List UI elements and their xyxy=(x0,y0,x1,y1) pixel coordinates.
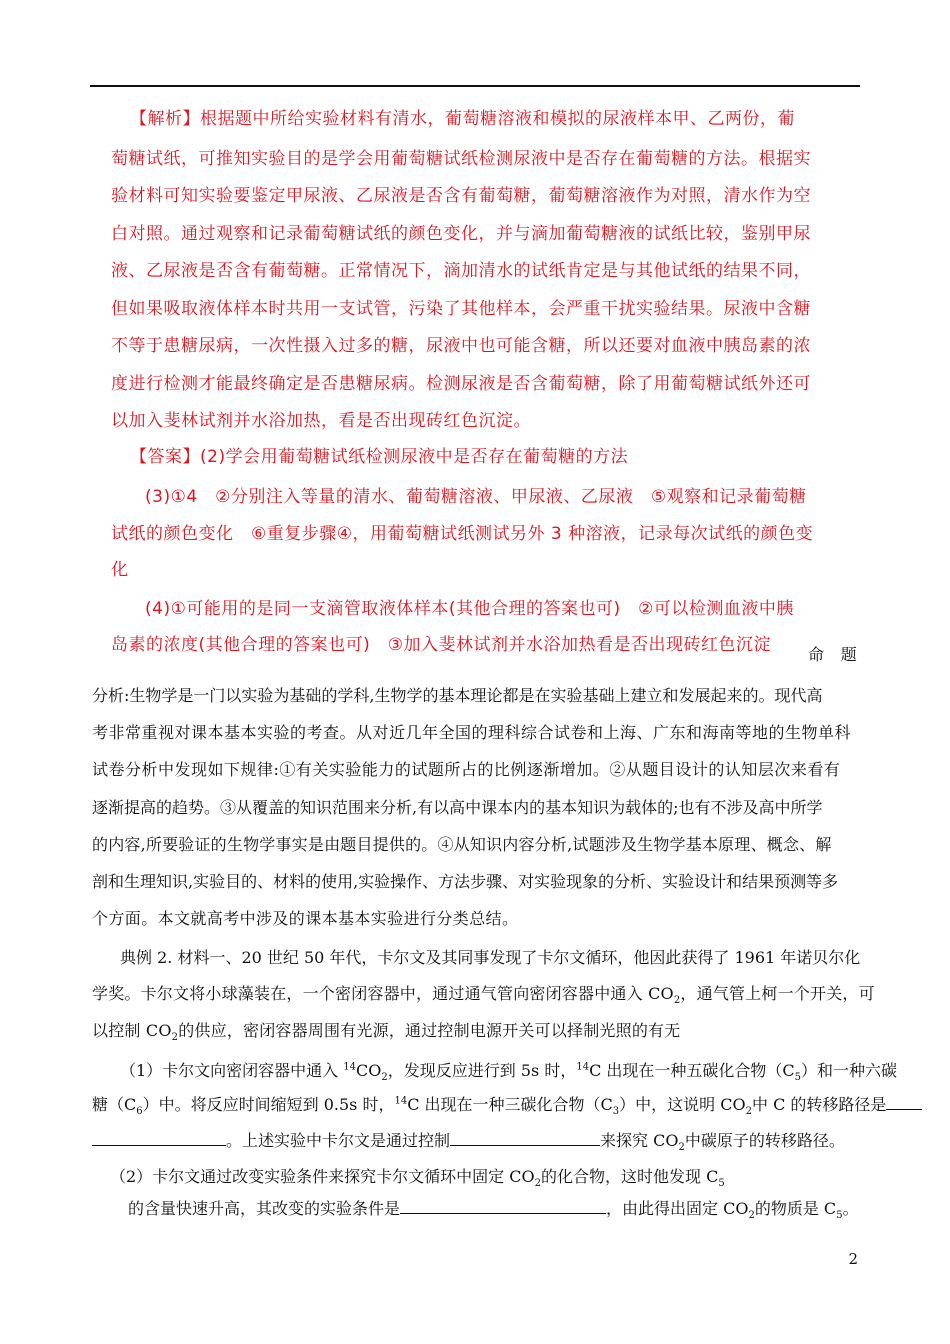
answer-line: 岛素的浓度(其他合理的答案也可) ③加入斐林试剂并水浴加热看是否出现砖红色沉淀 xyxy=(111,635,772,655)
example-text: 的供应，密闭容器周围有光源，通过控制电源开关可以择制光照的有无 xyxy=(178,1021,681,1040)
subscript: 5 xyxy=(836,1210,843,1222)
example-line xyxy=(92,981,875,1006)
answer-line: 试纸的颜色变化 ⑥重复步骤④，用葡萄糖试纸测试另外 3 种溶液，记录每次试纸的颜色变 xyxy=(111,524,814,544)
q1-text: （1）卡尔文向密闭容器中通入 xyxy=(120,1061,344,1080)
superscript: 14 xyxy=(394,1095,408,1107)
q1-text: ，发现反应进行到 5s 时， xyxy=(387,1061,577,1080)
answer-blank[interactable] xyxy=(886,1095,922,1110)
subscript: 2 xyxy=(171,1032,179,1044)
analysis-line: 但如果吸取液体样本时共用一支试管，污染了其他样本，会严重干扰实验结果。尿液中含糖 xyxy=(111,299,811,319)
commentary-line: 分析:生物学是一门以实验为基础的学科,生物学的基本理论都是在实验基础上建立和发展起来的。现代高 xyxy=(92,686,823,705)
answer-line: (3)①4 ②分别注入等量的清水、葡萄糖溶液、甲尿液、乙尿液 ⑤观察和记录葡萄糖 xyxy=(145,487,807,507)
example-text: 以控制 CO xyxy=(92,1021,172,1040)
header-rule xyxy=(90,85,860,87)
subscript: 2 xyxy=(748,1210,755,1222)
analysis-line: 液、乙尿液是否含有葡萄糖。正常情况下，滴加清水的试纸肯定是与其他试纸的结果不同， xyxy=(111,261,811,281)
q1-text: 糖（C xyxy=(92,1095,137,1114)
example-text: 学奖。卡尔文将小球藻装在，一个密闭容器中，通过通气管向密闭容器中通入 CO xyxy=(92,984,674,1003)
subscript: 2 xyxy=(673,995,681,1007)
answer-line: 化 xyxy=(111,560,129,580)
question-2-line xyxy=(128,1196,859,1221)
commentary-line: 逐渐提高的趋势。③从覆盖的知识范围来分析,有以高中课本内的基本知识为载体的;也有不涉及高中所学 xyxy=(92,798,823,817)
q1-text: ）和一种六碳 xyxy=(801,1061,898,1080)
subscript: 2 xyxy=(534,1178,542,1190)
q1-text: 来探究 CO xyxy=(600,1131,679,1150)
subscript: 2 xyxy=(745,1106,752,1118)
superscript: 14 xyxy=(343,1061,357,1073)
answer-blank[interactable] xyxy=(92,1131,226,1146)
example-line: 典例 2. 材料一、20 世纪 50 年代，卡尔文及其同事发现了卡尔文循环，他因此获得了 1961 年诺贝尔化 xyxy=(120,948,861,967)
q2-text: 。 xyxy=(842,1199,859,1218)
q1-text: 中碳原子的转移路径。 xyxy=(684,1131,845,1150)
subscript: 2 xyxy=(381,1072,388,1084)
answer-line: 【答案】(2)学会用葡萄糖试纸检测尿液中是否存在葡萄糖的方法 xyxy=(130,447,629,467)
answer-blank[interactable] xyxy=(400,1199,606,1214)
subscript: 2 xyxy=(678,1142,685,1154)
commentary-line: 试卷分析中发现如下规律:①有关实验能力的试题所占的比例逐渐增加。②从题目设计的认知层次来看有 xyxy=(92,760,841,779)
q1-text: 中 C 的转移路径是 xyxy=(751,1095,887,1114)
q1-text: ）中，这说明 CO xyxy=(619,1095,746,1114)
q2-text: 的物质是 C xyxy=(754,1199,837,1218)
example-text: ，通气管上柯一个开关，可 xyxy=(680,984,875,1003)
subscript: 5 xyxy=(718,1178,725,1190)
commentary-line: 考非常重视对课本基本实验的考查。从对近几年全国的理科综合试卷和上海、广东和海南等地的生物单科 xyxy=(92,723,852,742)
subscript: 6 xyxy=(136,1106,143,1118)
analysis-line: 度进行检测才能最终确定是否患糖尿病。检测尿液是否含葡萄糖，除了用葡萄糖试纸外还可 xyxy=(111,374,811,394)
analysis-line: 验材料可知实验要鉴定甲尿液、乙尿液是否含有葡萄糖，葡萄糖溶液作为对照，清水作为空 xyxy=(111,186,811,206)
commentary-line: 的内容,所要验证的生物学事实是由题目提供的。④从知识内容分析,试题涉及生物学基本原理、概念、解 xyxy=(92,835,832,854)
commentary-heading: 命 题 xyxy=(808,645,858,664)
analysis-line: 白对照。通过观察和记录葡萄糖试纸的颜色变化，并与滴加葡萄糖液的试纸比较，鉴别甲尿 xyxy=(111,224,811,244)
q1-text: CO xyxy=(356,1061,382,1080)
q1-text: ）中。将反应时间缩短到 0.5s 时， xyxy=(142,1095,395,1114)
commentary-line: 个方面。本文就高考中涉及的课本基本实验进行分类总结。 xyxy=(92,909,519,928)
analysis-line: 不等于患糖尿病，一次性摄入过多的糖，尿液中也可能含糖，所以还要对血液中胰岛素的浓 xyxy=(111,336,811,356)
analysis-line: 萄糖试纸，可推知实验目的是学会用葡萄糖试纸检测尿液中是否存在葡萄糖的方法。根据实 xyxy=(111,149,811,169)
answer-line: (4)①可能用的是同一支滴管取液体样本(其他合理的答案也可) ②可以检测血液中胰 xyxy=(145,599,794,619)
superscript: 14 xyxy=(576,1061,590,1073)
q1-text: C 出现在一种五碳化合物（C xyxy=(589,1061,795,1080)
question-1-line xyxy=(92,1128,845,1153)
subscript: 3 xyxy=(612,1106,620,1118)
analysis-line: 以加入斐林试剂并水浴加热，看是否出现砖红色沉淀。 xyxy=(111,411,531,431)
q2-text: 的含量快速升高，其改变的实验条件是 xyxy=(128,1199,401,1218)
question-1-line xyxy=(120,1058,897,1083)
subscript: 5 xyxy=(794,1072,802,1084)
question-2-line xyxy=(110,1164,725,1189)
commentary-line: 剖和生理知识,实验目的、材料的使用,实验操作、方法步骤、对实验现象的分析、实验设计和结果预测等多 xyxy=(92,872,839,891)
q2-text: 的化合物，这时他发现 C xyxy=(541,1167,719,1186)
analysis-line: 【解析】根据题中所给实验材料有清水，葡萄糖溶液和模拟的尿液样本甲、乙两份，葡 xyxy=(130,109,795,129)
question-1-line xyxy=(92,1092,922,1117)
q1-text: 。上述实验中卡尔文是通过控制 xyxy=(226,1131,451,1150)
page-number: 2 xyxy=(848,1250,858,1268)
example-line xyxy=(92,1018,680,1043)
answer-blank[interactable] xyxy=(450,1131,600,1146)
q2-text: （2）卡尔文通过改变实验条件来探究卡尔文循环中固定 CO xyxy=(110,1167,535,1186)
q2-text: ，由此得出固定 CO xyxy=(606,1199,749,1218)
q1-text: C 出现在一种三碳化合物（C xyxy=(407,1095,613,1114)
